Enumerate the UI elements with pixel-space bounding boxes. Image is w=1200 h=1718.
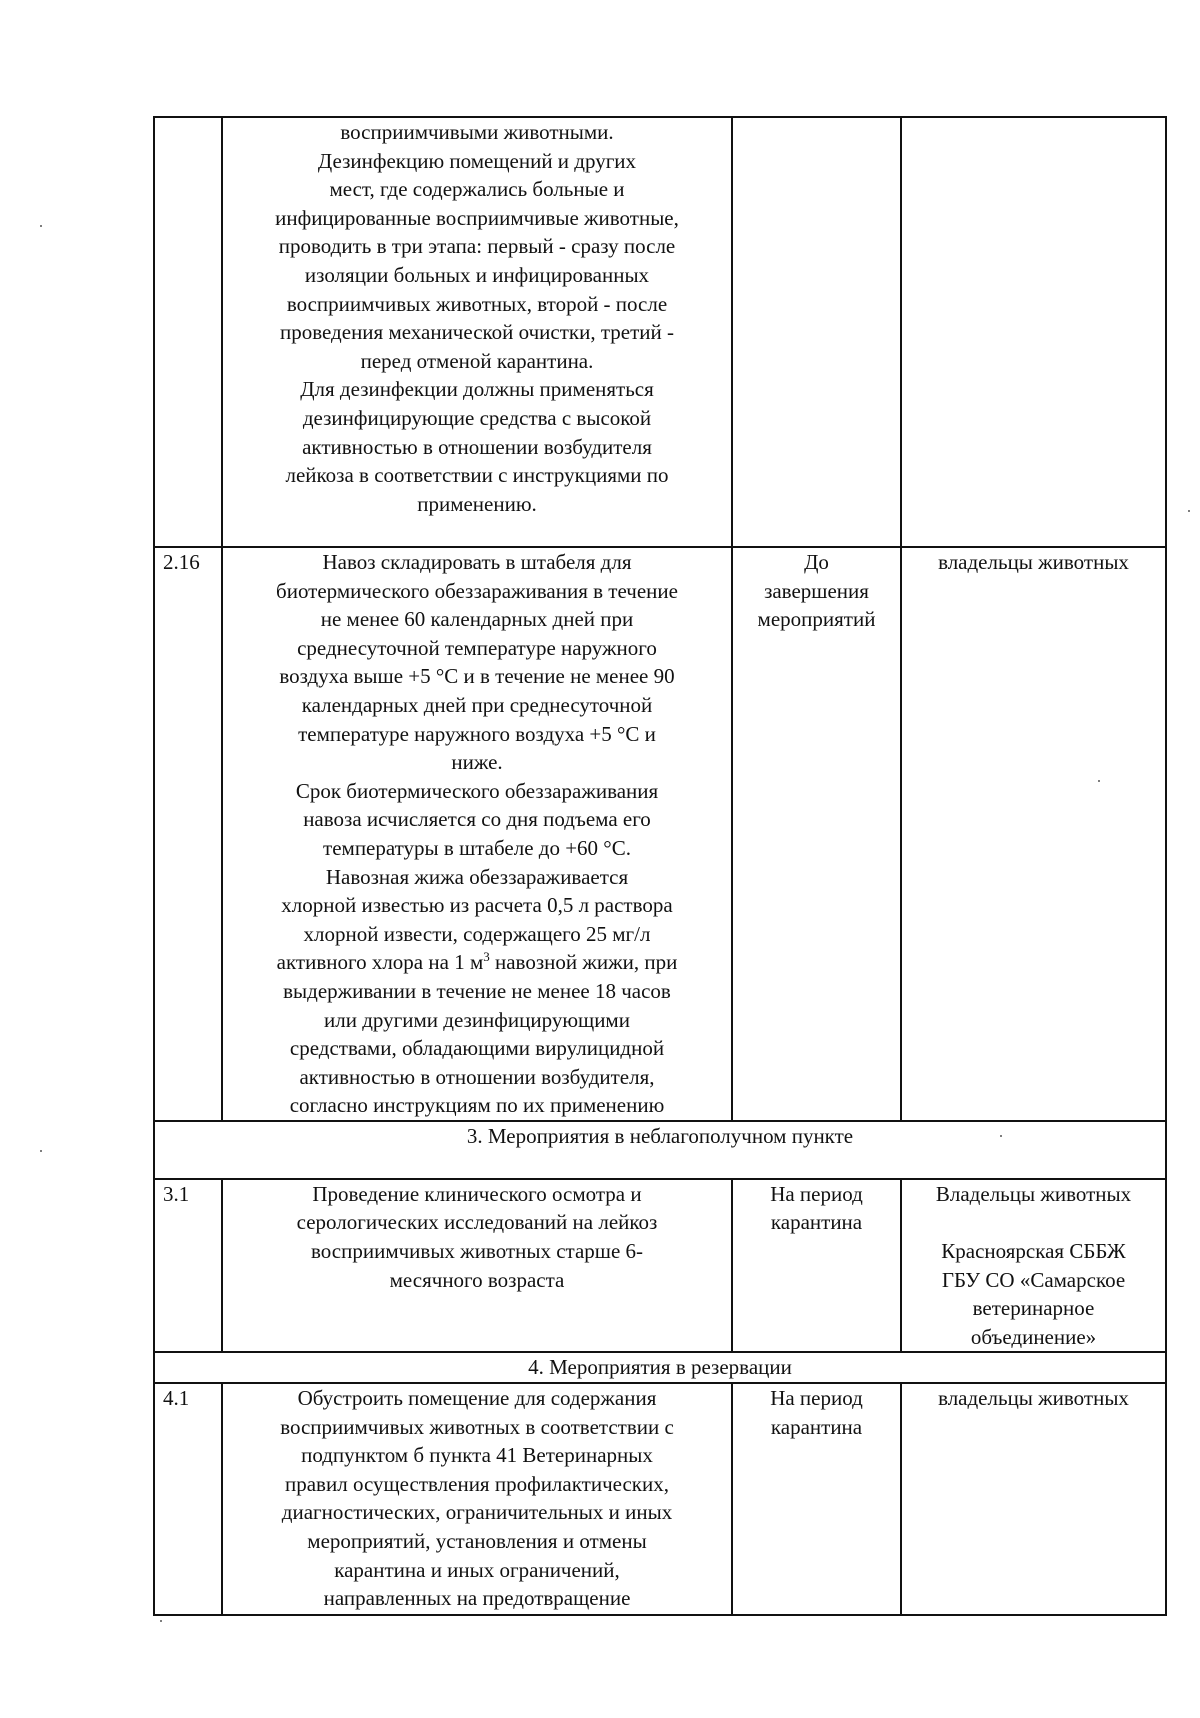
activity-cell — [222, 1179, 732, 1353]
activity-line: карантина и иных ограничений, — [334, 1557, 620, 1582]
activity-line: проведения механической очистки, третий - — [279, 320, 675, 345]
activity-cell — [222, 547, 732, 1121]
row-number: 2.16 — [154, 547, 222, 1121]
activity-line: навоза исчисляется со дня подъема его — [303, 807, 651, 832]
section-title: 3. Мероприятия в неблагополучном пункте — [154, 1121, 1166, 1179]
activity-line: перед отменой карантина. — [360, 348, 594, 373]
section-row-3 — [154, 1121, 1166, 1179]
activity-line: воздуха выше +5 °С и в течение не менее 90 — [279, 664, 675, 689]
scan-speck — [1000, 1135, 1002, 1137]
line-text: навозной жижи, при — [489, 950, 678, 975]
activity-line: не менее 60 календарных дней при — [320, 607, 634, 632]
activity-line: направленных на предотвращение — [323, 1586, 631, 1611]
row-number — [154, 117, 222, 547]
activity-line: применению. — [417, 491, 537, 516]
measures-table — [153, 116, 1167, 1616]
activity-line: мест, где содержались больные и — [329, 177, 625, 202]
activity-line: подпунктом б пункта 41 Ветеринарных — [301, 1443, 653, 1468]
section-title: 4. Мероприятия в резервации — [154, 1352, 1166, 1383]
responsible-cell — [901, 117, 1166, 547]
activity-line: проводить в три этапа: первый - сразу после — [278, 234, 676, 259]
activity-line: температуры в штабеле до +60 °С. — [323, 835, 631, 860]
row-number: 3.1 — [154, 1179, 222, 1353]
term-cell — [732, 547, 901, 1121]
superscript: 3 — [483, 949, 490, 965]
activity-line: хлорной извести, содержащего 25 мг/л — [303, 921, 651, 946]
scan-speck — [160, 1620, 162, 1622]
activity-line: Обустроить помещение для содержания — [297, 1386, 657, 1411]
term-line: На период — [770, 1386, 863, 1411]
activity-line: мероприятий, установления и отмены — [307, 1529, 647, 1553]
term-cell — [732, 117, 901, 547]
term-line: На период — [770, 1181, 863, 1206]
table-row-continuation — [154, 117, 1166, 547]
activity-line: восприимчивых животных старше 6- — [310, 1239, 644, 1264]
responsible-line: ветеринарное — [972, 1296, 1095, 1321]
activity-line: серологических исследований на лейкоз — [296, 1210, 658, 1235]
activity-line: Проведение клинического осмотра и — [312, 1181, 642, 1206]
activity-line: ниже. — [451, 750, 503, 775]
activity-line: правил осуществления профилактических, — [285, 1471, 669, 1496]
scan-speck — [1098, 780, 1100, 782]
activity-line: восприимчивых животных в соответствии с — [280, 1414, 674, 1439]
scan-speck — [1188, 510, 1190, 512]
activity-line: выдерживании в течение не менее 18 часов — [283, 978, 671, 1003]
activity-line: инфицированные восприимчивые животные, — [275, 205, 679, 230]
scan-speck — [40, 1150, 42, 1152]
responsible-line: Владельцы животных — [935, 1181, 1132, 1206]
activity-line: дезинфицирующие средства с высокой — [302, 405, 652, 430]
term-line: До — [804, 550, 829, 574]
responsible-line: Красноярская СББЖ — [941, 1239, 1126, 1264]
activity-line: календарных дней при среднесуточной — [301, 692, 653, 717]
activity-line: восприимчивыми животными. — [340, 120, 614, 144]
activity-line: Дезинфекцию помещений и других — [317, 148, 637, 173]
activity-line: биотермического обеззараживания в течение — [276, 578, 678, 603]
activity-line: активностью в отношении возбудителя, — [299, 1064, 655, 1089]
term-line: завершения — [764, 578, 869, 603]
activity-line: изоляции больных и инфицированных — [304, 262, 650, 287]
section-row-4 — [154, 1352, 1166, 1383]
activity-line: Для дезинфекции должны применяться — [300, 377, 654, 402]
responsible-line: объединение» — [970, 1324, 1097, 1349]
activity-cell — [222, 117, 732, 547]
responsible-line: ГБУ СО «Самарское — [941, 1267, 1126, 1292]
responsible-cell — [901, 1179, 1166, 1353]
activity-line: Навоз складировать в штабеля для — [322, 550, 632, 574]
table-row-2-16 — [154, 547, 1166, 1121]
activity-line: хлорной известью из расчета 0,5 л раствора — [281, 893, 673, 918]
table-row-3-1 — [154, 1179, 1166, 1353]
activity-line: лейкоза в соответствии с инструкциями по — [285, 463, 669, 488]
table-row-4-1 — [154, 1383, 1166, 1615]
activity-line: Навозная жижа обеззараживается — [325, 864, 629, 889]
row-number: 4.1 — [154, 1383, 222, 1615]
term-cell — [732, 1179, 901, 1353]
term-line: мероприятий — [757, 607, 876, 632]
line-text: активного хлора на 1 м — [276, 950, 484, 975]
activity-line: температуре наружного воздуха +5 °С и — [298, 721, 656, 746]
activity-line: или другими дезинфицирующими — [324, 1007, 630, 1032]
responsible-cell: владельцы животных — [901, 547, 1166, 1121]
scan-speck — [40, 225, 42, 227]
activity-line: средствами, обладающими вирулицидной — [289, 1036, 665, 1061]
spacer — [908, 1208, 1159, 1237]
activity-cell — [222, 1383, 732, 1615]
responsible-cell: владельцы животных — [901, 1383, 1166, 1615]
activity-line: согласно инструкциям по их применению — [289, 1093, 665, 1118]
activity-line: Срок биотермического обеззараживания — [295, 778, 659, 803]
term-line: карантина — [770, 1210, 863, 1235]
activity-line: активностью в отношении возбудителя — [302, 434, 652, 459]
activity-line: среднесуточной температуре наружного — [297, 635, 657, 660]
activity-line: месячного возраста — [389, 1267, 565, 1292]
activity-line: восприимчивых животных, второй - после — [286, 291, 668, 316]
activity-line — [229, 948, 725, 977]
term-line: карантина — [770, 1414, 863, 1439]
term-cell — [732, 1383, 901, 1615]
activity-line: диагностических, ограничительных и иных — [281, 1500, 673, 1525]
